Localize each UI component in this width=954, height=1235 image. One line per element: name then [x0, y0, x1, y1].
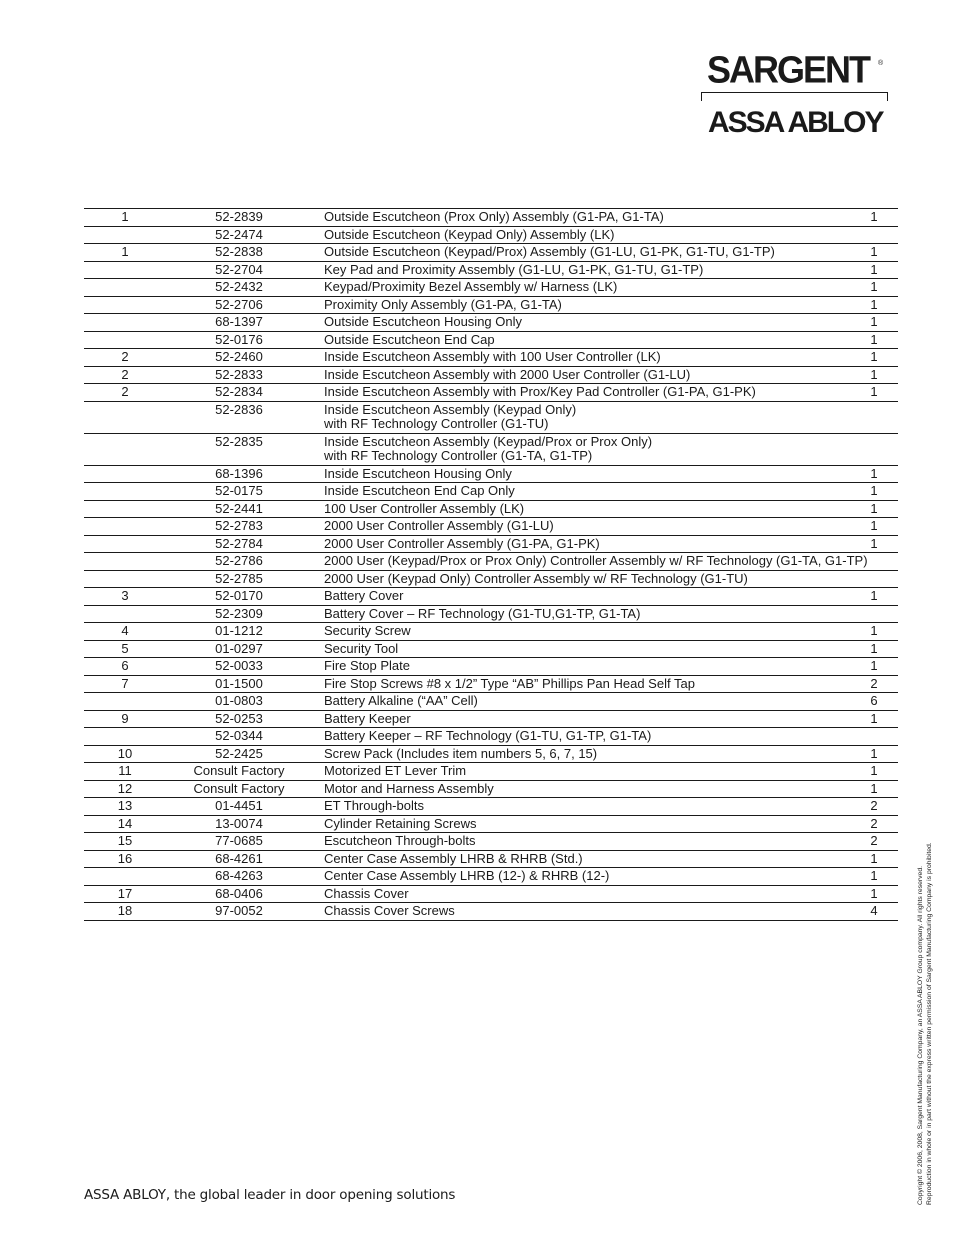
part-number-cell: 68-1396 — [166, 465, 312, 483]
part-number-cell: 68-4263 — [166, 868, 312, 886]
table-row — [84, 745, 898, 763]
item-number-cell — [84, 226, 166, 244]
quantity-cell: 1 — [850, 349, 898, 367]
quantity-cell: 1 — [850, 518, 898, 536]
item-number-cell — [84, 401, 166, 433]
table-row — [84, 244, 898, 262]
item-number-cell — [84, 483, 166, 501]
table-row — [84, 903, 898, 921]
description-cell — [312, 401, 850, 433]
quantity-cell: 1 — [850, 850, 898, 868]
item-number-cell — [84, 261, 166, 279]
part-number-cell: 77-0685 — [166, 833, 312, 851]
description-cell: Outside Escutcheon (Keypad Only) Assembly (LK) — [312, 226, 850, 244]
quantity-cell — [850, 605, 898, 623]
item-number-cell — [84, 500, 166, 518]
table-row — [84, 658, 898, 676]
table-row — [84, 675, 898, 693]
item-number-cell — [84, 279, 166, 297]
quantity-cell: 1 — [850, 640, 898, 658]
description-cell: Screw Pack (Includes item numbers 5, 6, 7, 15) — [312, 745, 850, 763]
description-cell: Keypad/Proximity Bezel Assembly w/ Harness (LK) — [312, 279, 850, 297]
table-row — [84, 500, 898, 518]
table-row — [84, 780, 898, 798]
description-cell: 2000 User Controller Assembly (G1-PA, G1-PK) — [312, 535, 850, 553]
copyright-line-2: Reproduction in whole or in part without the express written permission of Sargent Manufacturing Company is prohibited. — [926, 842, 933, 1205]
quantity-cell: 1 — [850, 623, 898, 641]
part-number-cell: 52-2309 — [166, 605, 312, 623]
part-number-cell: 52-2783 — [166, 518, 312, 536]
description-cell: Inside Escutcheon Assembly with 2000 User Controller (G1-LU) — [312, 366, 850, 384]
item-number-cell: 6 — [84, 658, 166, 676]
quantity-cell — [850, 433, 898, 465]
part-number-cell: 01-1500 — [166, 675, 312, 693]
description-cell: 2000 User Controller Assembly (G1-LU) — [312, 518, 850, 536]
quantity-cell: 1 — [850, 868, 898, 886]
table-row — [84, 465, 898, 483]
item-number-cell — [84, 314, 166, 332]
part-number-cell: 52-0176 — [166, 331, 312, 349]
quantity-cell: 1 — [850, 384, 898, 402]
description-cell: 2000 User (Keypad/Prox or Prox Only) Controller Assembly w/ RF Technology (G1-TA, G1-TP) — [312, 553, 850, 571]
description-cell: Battery Keeper – RF Technology (G1-TU, G1-TP, G1-TA) — [312, 728, 850, 746]
item-number-cell — [84, 331, 166, 349]
part-number-cell: 01-0297 — [166, 640, 312, 658]
part-number-cell: 52-2425 — [166, 745, 312, 763]
description-cell: Escutcheon Through-bolts — [312, 833, 850, 851]
table-row — [84, 623, 898, 641]
description-cell: Inside Escutcheon End Cap Only — [312, 483, 850, 501]
quantity-cell: 1 — [850, 261, 898, 279]
table-row — [84, 518, 898, 536]
description-cell: ET Through-bolts — [312, 798, 850, 816]
description-cell: Motorized ET Lever Trim — [312, 763, 850, 781]
description-cell: Motor and Harness Assembly — [312, 780, 850, 798]
quantity-cell — [850, 570, 898, 588]
item-number-cell: 2 — [84, 366, 166, 384]
description-cell — [312, 433, 850, 465]
part-number-cell: 13-0074 — [166, 815, 312, 833]
item-number-cell: 13 — [84, 798, 166, 816]
quantity-cell: 4 — [850, 903, 898, 921]
part-number-cell: 52-2706 — [166, 296, 312, 314]
description-cell: 2000 User (Keypad Only) Controller Assembly w/ RF Technology (G1-TU) — [312, 570, 850, 588]
description-cell: Battery Keeper — [312, 710, 850, 728]
part-number-cell: 52-2835 — [166, 433, 312, 465]
quantity-cell — [850, 401, 898, 433]
item-number-cell: 5 — [84, 640, 166, 658]
table-row — [84, 885, 898, 903]
item-number-cell: 1 — [84, 209, 166, 227]
table-row — [84, 710, 898, 728]
item-number-cell: 12 — [84, 780, 166, 798]
part-number-cell: 52-2838 — [166, 244, 312, 262]
item-number-cell: 9 — [84, 710, 166, 728]
part-number-cell: 52-2786 — [166, 553, 312, 571]
table-row — [84, 331, 898, 349]
quantity-cell: 1 — [850, 209, 898, 227]
quantity-cell: 1 — [850, 710, 898, 728]
part-number-cell: 52-0253 — [166, 710, 312, 728]
item-number-cell: 7 — [84, 675, 166, 693]
quantity-cell: 2 — [850, 833, 898, 851]
item-number-cell: 16 — [84, 850, 166, 868]
quantity-cell: 1 — [850, 331, 898, 349]
item-number-cell: 2 — [84, 349, 166, 367]
part-number-cell: 68-1397 — [166, 314, 312, 332]
table-row — [84, 401, 898, 433]
part-number-cell: 01-4451 — [166, 798, 312, 816]
item-number-cell — [84, 433, 166, 465]
description-cell: Chassis Cover Screws — [312, 903, 850, 921]
description-cell: Security Screw — [312, 623, 850, 641]
item-number-cell: 15 — [84, 833, 166, 851]
description-cell: Cylinder Retaining Screws — [312, 815, 850, 833]
part-number-cell: Consult Factory — [166, 780, 312, 798]
description-cell: Battery Cover – RF Technology (G1-TU,G1-TP, G1-TA) — [312, 605, 850, 623]
description-line-1: Inside Escutcheon Assembly (Keypad/Prox or Prox Only) — [324, 433, 653, 449]
table-row — [84, 833, 898, 851]
part-number-cell: 97-0052 — [166, 903, 312, 921]
item-number-cell: 18 — [84, 903, 166, 921]
description-cell: Center Case Assembly LHRB & RHRB (Std.) — [312, 850, 850, 868]
description-cell: Battery Cover — [312, 588, 850, 606]
part-number-cell: 52-2785 — [166, 570, 312, 588]
part-number-cell: 52-2474 — [166, 226, 312, 244]
table-row — [84, 570, 898, 588]
item-number-cell: 1 — [84, 244, 166, 262]
table-row — [84, 279, 898, 297]
description-cell: Inside Escutcheon Assembly with Prox/Key Pad Controller (G1-PA, G1-PK) — [312, 384, 850, 402]
part-number-cell: 52-2460 — [166, 349, 312, 367]
logo-sargent-text: SARGENT — [707, 47, 870, 91]
item-number-cell — [84, 570, 166, 588]
item-number-cell — [84, 465, 166, 483]
table-row — [84, 433, 898, 465]
quantity-cell: 1 — [850, 244, 898, 262]
description-cell: Fire Stop Screws #8 x 1/2” Type “AB” Phillips Pan Head Self Tap — [312, 675, 850, 693]
table-row — [84, 763, 898, 781]
part-number-cell: 52-2836 — [166, 401, 312, 433]
table-row — [84, 535, 898, 553]
part-number-cell: Consult Factory — [166, 763, 312, 781]
item-number-cell: 10 — [84, 745, 166, 763]
table-row — [84, 296, 898, 314]
part-number-cell: 01-0803 — [166, 693, 312, 711]
part-number-cell: 52-0170 — [166, 588, 312, 606]
description-cell: Chassis Cover — [312, 885, 850, 903]
table-row — [84, 366, 898, 384]
item-number-cell: 17 — [84, 885, 166, 903]
table-row — [84, 850, 898, 868]
description-cell: Outside Escutcheon (Keypad/Prox) Assembly (G1-LU, G1-PK, G1-TU, G1-TP) — [312, 244, 850, 262]
description-line-2: with RF Technology Controller (G1-TA, G1-TP) — [324, 448, 593, 463]
item-number-cell: 2 — [84, 384, 166, 402]
item-number-cell — [84, 535, 166, 553]
quantity-cell: 1 — [850, 535, 898, 553]
description-cell: Center Case Assembly LHRB (12-) & RHRB (12-) — [312, 868, 850, 886]
item-number-cell — [84, 518, 166, 536]
quantity-cell: 1 — [850, 279, 898, 297]
table-row — [84, 209, 898, 227]
quantity-cell: 1 — [850, 885, 898, 903]
table-row — [84, 261, 898, 279]
table-row — [84, 553, 898, 571]
description-cell: Outside Escutcheon (Prox Only) Assembly (G1-PA, G1-TA) — [312, 209, 850, 227]
part-number-cell: 52-0033 — [166, 658, 312, 676]
description-cell: Outside Escutcheon End Cap — [312, 331, 850, 349]
description-cell: Battery Alkaline (“AA” Cell) — [312, 693, 850, 711]
table-row — [84, 588, 898, 606]
quantity-cell: 6 — [850, 693, 898, 711]
logo-registered-mark: ® — [878, 60, 884, 67]
quantity-cell: 1 — [850, 366, 898, 384]
item-number-cell — [84, 605, 166, 623]
quantity-cell: 1 — [850, 763, 898, 781]
quantity-cell: 1 — [850, 745, 898, 763]
description-cell: Inside Escutcheon Assembly with 100 User Controller (LK) — [312, 349, 850, 367]
item-number-cell — [84, 296, 166, 314]
item-number-cell: 4 — [84, 623, 166, 641]
table-row — [84, 314, 898, 332]
table-row — [84, 815, 898, 833]
part-number-cell: 52-2839 — [166, 209, 312, 227]
quantity-cell: 2 — [850, 815, 898, 833]
part-number-cell: 52-2833 — [166, 366, 312, 384]
table-row — [84, 483, 898, 501]
quantity-cell — [850, 226, 898, 244]
part-number-cell: 52-2441 — [166, 500, 312, 518]
description-cell: Key Pad and Proximity Assembly (G1-LU, G1-PK, G1-TU, G1-TP) — [312, 261, 850, 279]
part-number-cell: 68-0406 — [166, 885, 312, 903]
description-line-2: with RF Technology Controller (G1-TU) — [324, 416, 549, 431]
logo-assa-abloy-text: ASSA ABLOY — [708, 106, 883, 139]
item-number-cell: 3 — [84, 588, 166, 606]
table-row — [84, 640, 898, 658]
description-cell: Security Tool — [312, 640, 850, 658]
parts-list-table — [84, 208, 898, 921]
item-number-cell: 11 — [84, 763, 166, 781]
part-number-cell: 68-4261 — [166, 850, 312, 868]
description-line-1: Inside Escutcheon Assembly (Keypad Only) — [324, 401, 577, 417]
item-number-cell — [84, 693, 166, 711]
quantity-cell: 1 — [850, 500, 898, 518]
table-row — [84, 693, 898, 711]
quantity-cell: 1 — [850, 780, 898, 798]
table-row — [84, 728, 898, 746]
item-number-cell — [84, 553, 166, 571]
quantity-cell: 1 — [850, 658, 898, 676]
footer-tagline: ASSA ABLOY, the global leader in door opening solutions — [84, 1187, 456, 1203]
quantity-cell: 2 — [850, 675, 898, 693]
quantity-cell: 1 — [850, 314, 898, 332]
description-cell: Proximity Only Assembly (G1-PA, G1-TA) — [312, 296, 850, 314]
table-row — [84, 226, 898, 244]
item-number-cell — [84, 868, 166, 886]
description-cell: Outside Escutcheon Housing Only — [312, 314, 850, 332]
description-cell: Inside Escutcheon Housing Only — [312, 465, 850, 483]
quantity-cell — [850, 728, 898, 746]
parts-list-body — [84, 209, 898, 921]
table-row — [84, 605, 898, 623]
quantity-cell: 1 — [850, 483, 898, 501]
part-number-cell: 52-2432 — [166, 279, 312, 297]
table-row — [84, 868, 898, 886]
part-number-cell: 52-2704 — [166, 261, 312, 279]
copyright-line-1: Copyright © 2006, 2008, Sargent Manufacturing Company, an ASSA ABLOY Group company. All rights reserved. — [917, 865, 924, 1205]
quantity-cell: 1 — [850, 588, 898, 606]
table-row — [84, 798, 898, 816]
quantity-cell: 1 — [850, 296, 898, 314]
item-number-cell — [84, 728, 166, 746]
copyright-notice — [916, 842, 934, 1205]
description-cell: Fire Stop Plate — [312, 658, 850, 676]
quantity-cell: 1 — [850, 465, 898, 483]
logo-bracket-divider — [701, 92, 888, 101]
part-number-cell: 52-2784 — [166, 535, 312, 553]
quantity-cell: 2 — [850, 798, 898, 816]
sargent-assa-abloy-logo — [700, 47, 890, 140]
description-cell: 100 User Controller Assembly (LK) — [312, 500, 850, 518]
part-number-cell: 52-0175 — [166, 483, 312, 501]
part-number-cell: 01-1212 — [166, 623, 312, 641]
table-row — [84, 384, 898, 402]
part-number-cell: 52-0344 — [166, 728, 312, 746]
table-row — [84, 349, 898, 367]
part-number-cell: 52-2834 — [166, 384, 312, 402]
item-number-cell: 14 — [84, 815, 166, 833]
